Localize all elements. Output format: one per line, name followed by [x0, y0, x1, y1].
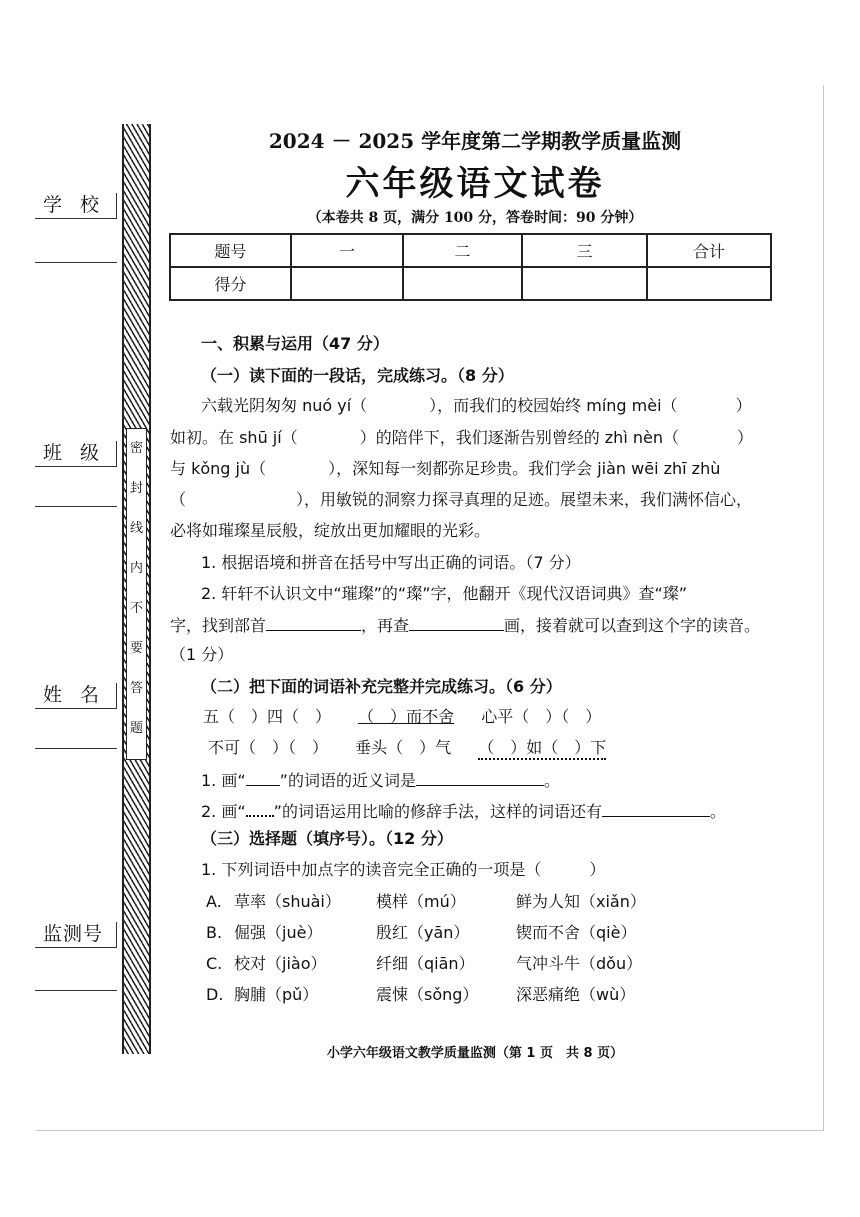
- question-2-cont: 字，找到部首 ，再查 画，接着就可以查到这个字的读音。: [170, 616, 761, 635]
- seal-char: 要: [129, 641, 143, 656]
- part-heading: （三）选择题（填序号）。（12 分）: [201, 829, 453, 848]
- idiom-row: [208, 738, 828, 760]
- part2-question-1: 1. 画“ ”的词语的近义词是 。: [201, 771, 560, 790]
- mc-question-1: 1. 下列词语中加点字的读音完全正确的一项是（ ）: [201, 860, 606, 879]
- seal-char: 不: [129, 601, 143, 616]
- id-label: 监测号: [35, 922, 117, 948]
- exam-note: （本卷共 8 页，满分 100 分，答卷时间：90 分钟）: [307, 210, 643, 226]
- paragraph-line: 如初。在 shū jí（ ）的陪伴下，我们逐渐告别曾经的 zhì nèn（ ）: [170, 428, 753, 447]
- page-border-right: [823, 85, 824, 1130]
- score-cell[interactable]: [522, 267, 647, 300]
- seal-char: 答: [129, 681, 143, 696]
- score-header-cell: 二: [403, 234, 522, 267]
- seal-char: 题: [129, 721, 143, 736]
- class-label: 班 级: [35, 441, 117, 467]
- answer-blank[interactable]: [602, 800, 710, 817]
- part2-question-2: 2. 画“ ”的词语运用比喻的修辞手法，这样的词语还有 。: [201, 802, 726, 821]
- score-cell[interactable]: [647, 267, 771, 300]
- paragraph-line: 六载光阴匆匆 nuó yí（ ），而我们的校园始终 míng mèi（ ）: [201, 396, 752, 415]
- page-border-bottom: [36, 1130, 824, 1131]
- seal-char: 封: [129, 481, 143, 496]
- section-heading: 一、积累与运用（47 分）: [201, 334, 389, 353]
- question-2: 2. 轩轩不认识文中“璀璨”的“璨”字，他翻开《现代汉语词典》查“璨”: [201, 584, 688, 603]
- school-field-line[interactable]: [35, 262, 117, 263]
- class-field-line[interactable]: [35, 506, 117, 507]
- strokes-blank[interactable]: [409, 614, 504, 631]
- exam-period-title: 2024 － 2025 学年度第二学期教学质量监测: [268, 129, 682, 153]
- paragraph-line: 必将如璀璨星辰般，绽放出更加耀眼的光彩。: [170, 521, 491, 540]
- score-cell[interactable]: [291, 267, 403, 300]
- question-1: 1. 根据语境和拼音在括号中写出正确的词语。（7 分）: [201, 553, 581, 572]
- underline-sample: [246, 769, 280, 786]
- name-label: 姓 名: [35, 683, 117, 709]
- paragraph-line: 与 kǒng jù（ ），深知每一刻都弥足珍贵。我们学会 jiàn wēi zhī zhù: [170, 459, 721, 478]
- school-label: 学 校: [35, 193, 117, 219]
- answer-blank[interactable]: [416, 769, 544, 786]
- score-table: [169, 233, 772, 301]
- page-footer: 小学六年级语文教学质量监测（第 1 页 共 8 页）: [326, 1046, 624, 1061]
- seal-char: 密: [129, 441, 143, 456]
- wavy-sample: [246, 801, 274, 817]
- id-field-line[interactable]: [35, 990, 117, 991]
- idiom-item[interactable]: 心平（ ）（ ）: [481, 707, 602, 726]
- name-field-line[interactable]: [35, 748, 117, 749]
- exam-main-title: 六年级语文试卷: [345, 164, 605, 204]
- idiom-item[interactable]: 五（ ）四（ ）: [203, 707, 332, 726]
- seal-line-notice: [126, 428, 147, 760]
- idiom-item-wavy[interactable]: （ ）如（ ）下: [478, 738, 606, 760]
- idiom-item[interactable]: 垂头（ ）气: [355, 738, 452, 757]
- question-2-score: （1 分）: [170, 645, 234, 664]
- part-heading: （二）把下面的词语补充完整并完成练习。（6 分）: [201, 677, 562, 696]
- score-header-cell: 三: [522, 234, 647, 267]
- score-header-cell: 题号: [170, 234, 291, 267]
- paragraph-line: （ ），用敏锐的洞察力探寻真理的足迹。展望未来，我们满怀信心，: [170, 490, 753, 509]
- score-header-cell: 一: [291, 234, 403, 267]
- seal-char: 线: [129, 521, 143, 536]
- idiom-row: [203, 707, 823, 727]
- part-heading: （一）读下面的一段话，完成练习。（8 分）: [201, 366, 514, 385]
- seal-char: 内: [129, 561, 143, 576]
- idiom-item-underlined[interactable]: （ ）而不舍: [358, 707, 455, 726]
- score-cell[interactable]: [403, 267, 522, 300]
- score-header-cell: 合计: [647, 234, 771, 267]
- idiom-item[interactable]: 不可（ ）（ ）: [208, 738, 329, 757]
- score-row-label: 得分: [170, 267, 291, 300]
- radical-blank[interactable]: [266, 614, 361, 631]
